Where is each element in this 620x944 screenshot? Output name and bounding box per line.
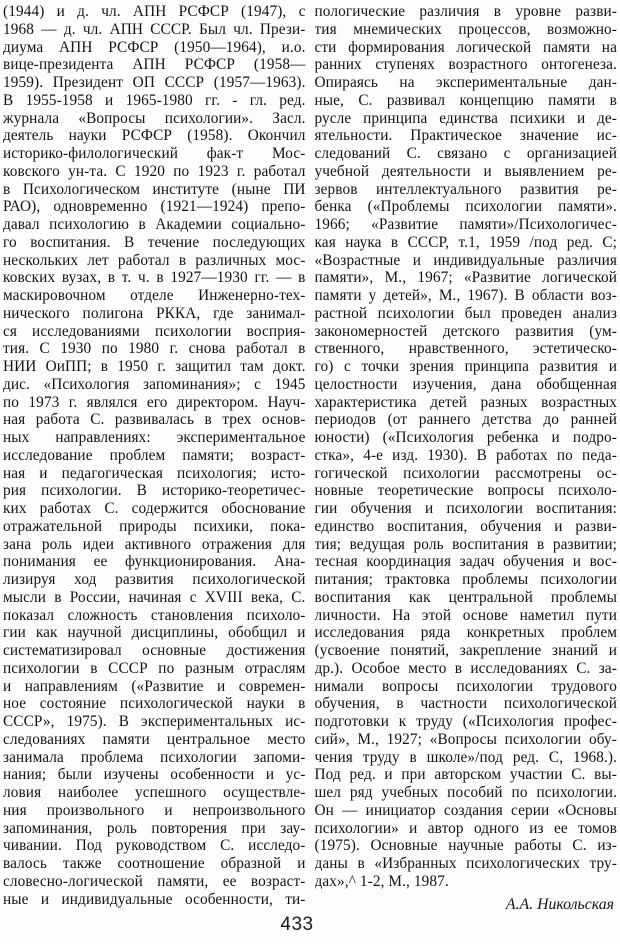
text-line: го) с точки зрения принципа развития и	[314, 358, 617, 375]
text-line: обучения, в частности психологической	[314, 695, 617, 713]
text-line: ся исследованиями психологии восприя-	[3, 322, 306, 340]
text-line: вице-президента АПН РСФСР (1958—	[3, 56, 306, 74]
text-line: ковского ун-та. С 1920 по 1923 г. работал	[3, 162, 306, 180]
text-line: ятельности. Практическое значение ис-	[314, 127, 617, 145]
text-line: ная и педагогическая психология; исто-	[3, 464, 306, 482]
text-line: дис. «Психология запоминания»; с 1945	[3, 375, 306, 393]
text-line: по 1973 г. являлся его директором. Науч-	[3, 393, 306, 411]
text-line: 1968 — д. чл. АПН СССР. Был чл. Прези-	[3, 20, 306, 38]
text-line: систематизировал основные достижения	[3, 642, 306, 659]
text-line: бенка («Проблемы психологии памяти».	[314, 198, 617, 216]
text-line: нического полигона РККА, где занимал-	[3, 304, 306, 322]
text-line: 1966; «Развитие памяти»/Психологичес-	[314, 216, 617, 233]
text-line: гии как научной дисциплины, обобщил и	[3, 624, 306, 642]
text-line: ные и индивидуальные особенности, ти-	[3, 890, 306, 908]
text-line: валось также соотношение образной и	[3, 855, 306, 872]
text-line: личности. На этой основе наметил пути	[314, 606, 617, 624]
text-line: занимала проблема психологии запоми-	[3, 748, 306, 766]
text-line: ких работах С. содержится обоснование	[3, 500, 306, 517]
author-signature: А.А. Никольская	[505, 895, 614, 913]
text-line: в Психологическом институте (ныне ПИ	[3, 180, 306, 198]
text-line: ловия наиболее успешного осуществле-	[3, 784, 306, 801]
text-line: В 1955-1958 и 1965-1980 гг. - гл. ред.	[3, 91, 306, 109]
text-line: растной психологии был проведен анализ	[314, 304, 617, 322]
text-line: диума АПН РСФСР (1950—1964), и.о.	[3, 38, 306, 56]
text-line: журнала «Вопросы психологии». Засл.	[3, 109, 306, 127]
text-line: тия; ведущая роль воспитания в развитии;	[314, 535, 617, 553]
text-line: (усвоение понятий, закрепление знаний и	[314, 642, 617, 659]
text-line: ных направлениях: экспериментальное	[3, 429, 306, 446]
text-line: закономерностей детского развития (ум-	[314, 322, 617, 340]
text-line: гогической психологии рассмотрены ос-	[314, 464, 617, 482]
text-line: сти формирования логической памяти на	[314, 38, 617, 56]
text-line: тия мнемических процессов, возможно-	[314, 20, 617, 38]
text-line: зервов интеллектуального развития ре-	[314, 180, 617, 198]
text-line: единство воспитания, обучения и разви-	[314, 517, 617, 535]
text-line: шел ряд учебных пособий по психологии.	[314, 784, 617, 801]
text-line: учебной деятельности и выявлением ре-	[314, 162, 617, 180]
text-line: показал сложность становления психоло-	[3, 606, 306, 624]
text-line: (1975). Основные научные работы С. из-	[314, 837, 617, 855]
text-line: питания; трактовка проблемы психологии	[314, 571, 617, 588]
text-line: воспитания как центральной проблемы	[314, 588, 617, 606]
text-line: следованиях памяти центральное место	[3, 730, 306, 748]
text-line: ные, С. развивал концепцию памяти в	[314, 91, 617, 109]
text-line: отражательной природы психики, пока-	[3, 517, 306, 535]
text-line: пологические различия в уровне разви-	[314, 3, 617, 20]
left-column	[3, 3, 306, 914]
text-line: подготовки к труду («Психология профес-	[314, 713, 617, 730]
text-line: целостности изучения, дана обобщенная	[314, 375, 617, 393]
text-line: нания; были изучены особенности и ус-	[3, 766, 306, 784]
right-column	[315, 3, 618, 914]
text-line: нимали вопросы психологии трудового	[314, 677, 617, 695]
text-line: ственного, нравственного, эстетическо-	[314, 340, 617, 358]
text-line: юности) («Психология ребенка и подро-	[314, 429, 617, 446]
text-line: понимания ее функционирования. Ана-	[3, 553, 306, 571]
text-line: РАО), одновременно (1921—1924) препо-	[3, 198, 306, 216]
text-line: зана роль идеи активного отражения для	[3, 535, 306, 553]
text-line: 1959). Президент ОП СССР (1957—1963).	[3, 74, 306, 91]
text-line: и направлениям («Развитие и современ-	[3, 677, 306, 695]
text-line: СССР», 1975). В экспериментальных ис-	[3, 713, 306, 730]
text-line: (1944) и д. чл. АПН РСФСР (1947), с	[3, 3, 306, 20]
text-line: памяти», М., 1967; «Развитие логической	[314, 269, 617, 287]
text-line: ная работа С. развивалась в трех основ-	[3, 411, 306, 429]
text-line: др.). Особое место в исследованиях С. за-	[314, 659, 617, 677]
text-line: чения труду в школе»/под ред. С, 1968.).	[314, 748, 617, 766]
text-line: рия психологии. В историко-теоретичес-	[3, 482, 306, 500]
text-line: тия. С 1930 по 1980 г. снова работал в	[3, 340, 306, 358]
text-line: стка», 4-е изд. 1930). В работах по педа-	[314, 446, 617, 464]
text-line: исследование проблем памяти; возраст-	[3, 446, 306, 464]
text-line: словесно-логической памяти, ее возраст-	[3, 872, 306, 890]
text-line: психологии» и автор одного из ее томов	[314, 819, 617, 837]
text-line: ное состояние психологической науки в	[3, 695, 306, 713]
text-line: историко-филологический фак-т Мос-	[3, 145, 306, 162]
text-line: кая наука в СССР, т.1, 1959 /под ред. С;	[314, 233, 617, 251]
text-line: характеристика детей разных возрастных	[314, 393, 617, 411]
text-line: чивании. Под руководством С. исследо-	[3, 837, 306, 855]
text-line: давал психологию в Академии социально-	[3, 216, 306, 233]
text-line: нескольких лет работал в различных мос-	[3, 251, 306, 269]
text-line: НИИ ОиПП; в 1950 г. защитил там докт.	[3, 358, 306, 375]
text-line: гии обучения и психологии воспитания:	[314, 500, 617, 517]
text-line: психологии в СССР по разным отраслям	[3, 659, 306, 677]
text-line: деятель науки РСФСР (1958). Окончил	[3, 127, 306, 145]
text-line: лизируя ход развития психологической	[3, 571, 306, 588]
text-line: запоминания, роль повторения при зау-	[3, 819, 306, 837]
text-line: мысли в России, начиная с XVIII века, С.	[3, 588, 306, 606]
text-line: русле принципа единства психики и де-	[314, 109, 617, 127]
text-line: ранних ступенях возрастного онтогенеза.	[314, 56, 617, 74]
text-line: Под ред. и при авторском участии С. вы-	[314, 766, 617, 784]
text-line: тесная координация задач обучения и вос-	[314, 553, 617, 571]
text-line: ковских вузах, в т. ч. в 1927—1930 гг. — в	[3, 269, 306, 287]
text-line: памяти у детей», М., 1967). В области воз-	[314, 287, 617, 304]
text-line: маскировочном отделе Инженерно-тех-	[3, 287, 306, 304]
right-column-text	[315, 3, 618, 891]
text-line: даны в «Избранных психологических тру-	[314, 855, 617, 872]
text-line: Опираясь на экспериментальные дан-	[314, 74, 617, 91]
text-line: «Возрастные и индивидуальные различия	[314, 251, 617, 269]
text-line: ния произвольного и непроизвольного	[3, 801, 306, 819]
text-line: сий», М., 1927; «Вопросы психологии обу-	[314, 730, 617, 748]
text-line: Он — инициатор создания серии «Основы	[314, 801, 617, 819]
page-number: 433	[280, 914, 314, 935]
text-line: следований С. связано с организацией	[314, 145, 617, 162]
text-line: периодов (от раннего детства до ранней	[314, 411, 617, 429]
text-line: исследования ряда конкретных проблем	[314, 624, 617, 642]
text-line: го воспитания. В течение последующих	[3, 233, 306, 251]
text-line: дах»,^ 1-2, М., 1987.	[314, 872, 449, 890]
text-line: новные теоретические вопросы психоло-	[314, 482, 617, 500]
